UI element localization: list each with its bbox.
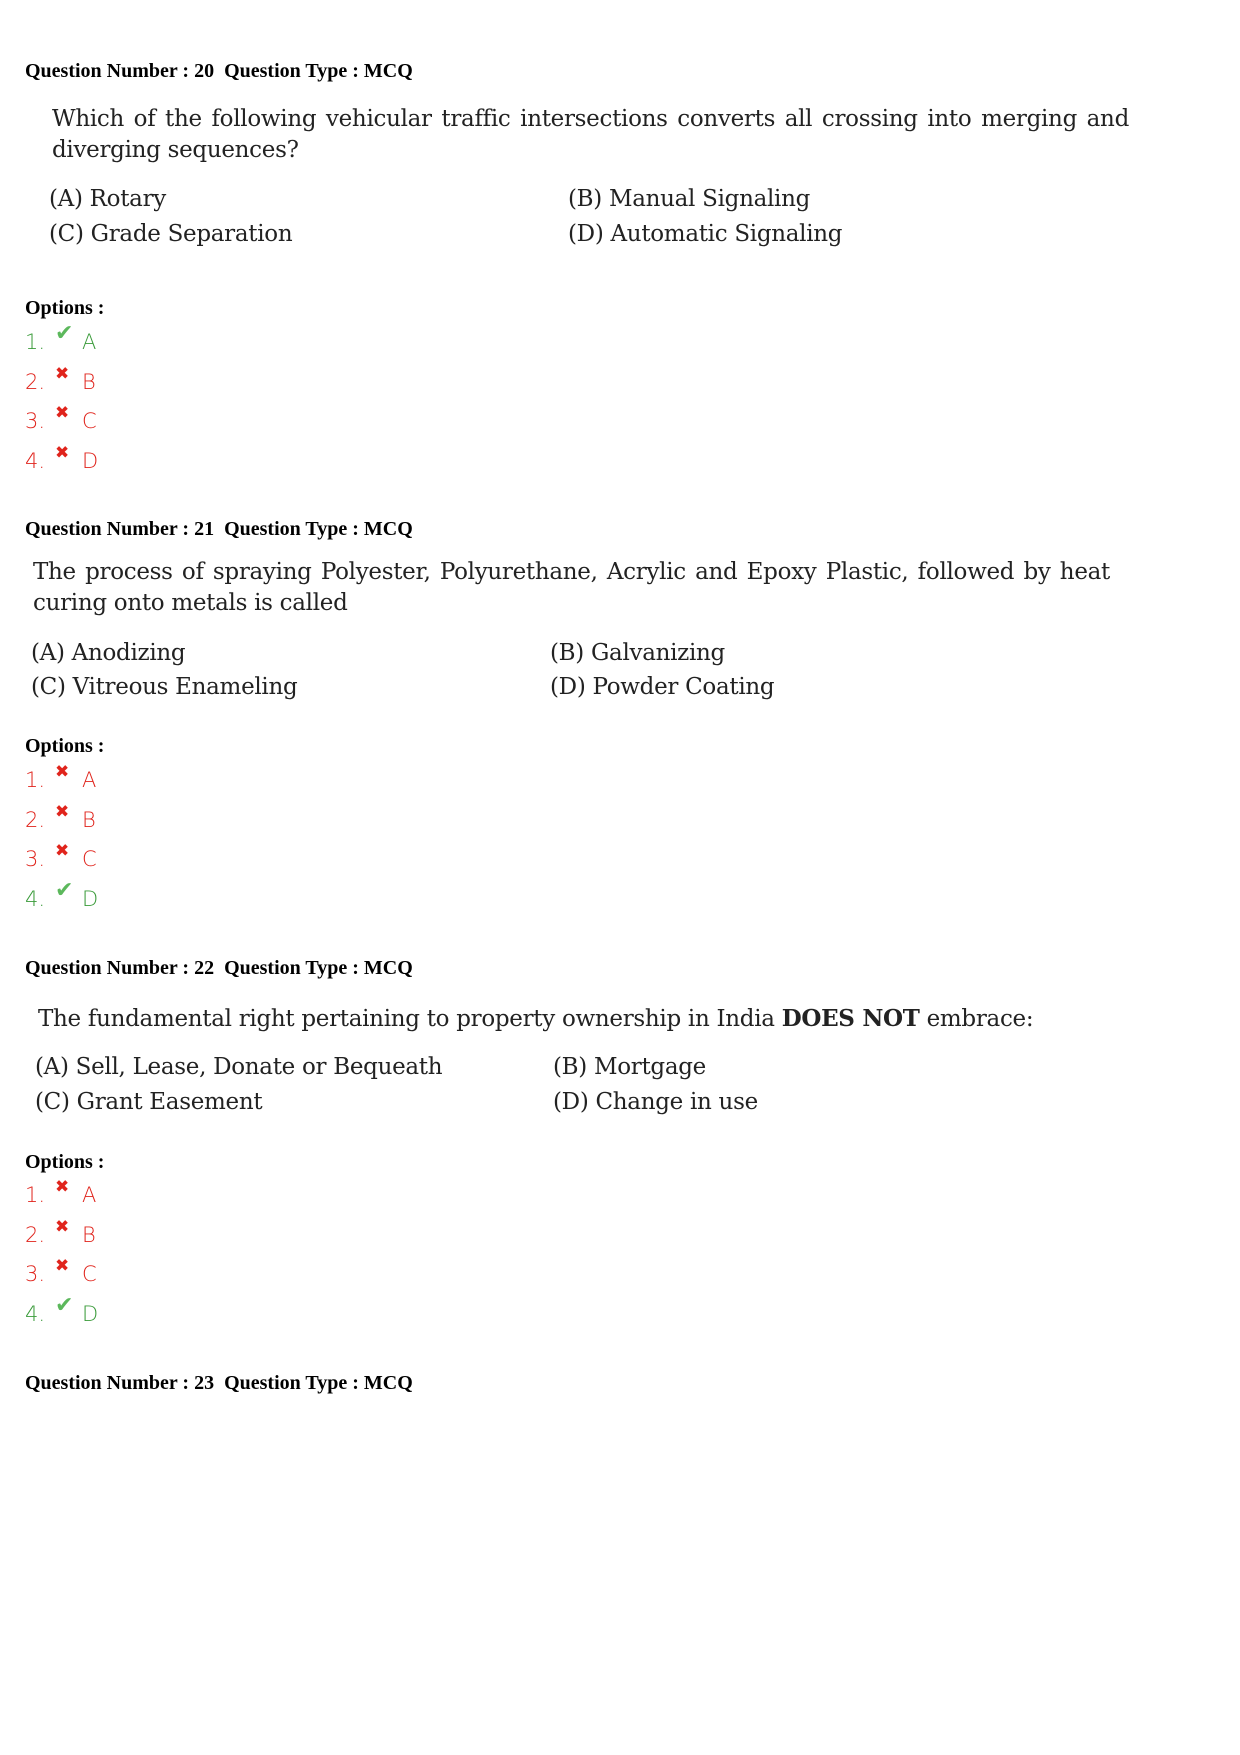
option-letter: D [82,448,99,473]
option-letter: A [82,1183,97,1207]
option-letter: B [82,807,96,832]
question-text-20 [52,104,1129,166]
option-letter: C [82,409,97,433]
cross-icon: ✖ [55,1177,70,1197]
option-letter: C [82,847,97,871]
options-label: Options : [25,735,105,757]
options-label: Options : [25,297,105,319]
cross-icon: ✖ [55,442,70,463]
option-letter: B [82,369,96,394]
check-icon: ✔ [55,1292,74,1318]
option-number: 2. [25,1222,46,1247]
cross-icon: ✖ [55,1256,70,1276]
choice-a: (A) Rotary [49,186,166,212]
question-header-22: Question Number : 22 Question Type : MCQ [25,957,413,979]
check-icon: ✔ [55,877,74,903]
option-number: 3. [25,1262,46,1286]
question-text-line: Which of the following vehicular traffic intersections converts all crossing into merging and [52,106,1129,132]
option-number: 2. [25,807,46,832]
option-letter: A [82,768,97,792]
option-letter: A [82,330,97,354]
question-header-20: Question Number : 20 Question Type : MCQ [25,60,413,82]
question-text-21 [33,557,1110,619]
question-text-22 [38,1003,1033,1035]
cross-icon: ✖ [55,363,70,384]
choice-d: (D) Change in use [553,1089,758,1115]
choice-c: (C) Grade Separation [49,221,293,247]
option-number: 1. [25,1183,46,1207]
question-text-line: diverging sequences? [52,137,299,163]
cross-icon: ✖ [55,801,70,822]
choice-a: (A) Sell, Lease, Donate or Bequeath [35,1054,443,1080]
option-letter: C [82,1262,97,1286]
option-letter: D [82,886,99,911]
choice-b: (B) Mortgage [553,1054,706,1080]
choice-b: (B) Manual Signaling [568,186,811,212]
choice-d: (D) Powder Coating [550,674,775,700]
choice-b: (B) Galvanizing [550,640,725,666]
question-text-emphasis: DOES NOT [781,1005,920,1032]
choice-d: (D) Automatic Signaling [568,221,843,247]
question-text-segment: The fundamental right pertaining to property ownership in India [38,1006,782,1032]
option-number: 2. [25,369,46,394]
option-number: 3. [25,409,46,433]
question-text-segment: embrace: [919,1006,1034,1032]
question-text-line: curing onto metals is called [33,590,348,616]
option-letter: B [82,1222,96,1247]
option-number: 4. [25,886,46,911]
cross-icon: ✖ [55,1216,70,1237]
choice-a: (A) Anodizing [31,640,186,666]
option-number: 4. [25,448,46,473]
question-header-21: Question Number : 21 Question Type : MCQ [25,518,413,540]
question-text-line: The process of spraying Polyester, Polyurethane, Acrylic and Epoxy Plastic, followed by heat [33,559,1110,585]
option-number: 1. [25,330,46,354]
option-number: 1. [25,768,46,792]
cross-icon: ✖ [55,841,70,861]
option-number: 3. [25,847,46,871]
option-letter: D [82,1301,99,1326]
choice-c: (C) Vitreous Enameling [31,674,298,700]
cross-icon: ✖ [55,403,70,423]
cross-icon: ✖ [55,762,70,782]
option-number: 4. [25,1301,46,1326]
check-icon: ✔ [55,321,74,346]
choice-c: (C) Grant Easement [35,1089,263,1115]
options-label: Options : [25,1151,105,1173]
question-header-23: Question Number : 23 Question Type : MCQ [25,1372,413,1394]
